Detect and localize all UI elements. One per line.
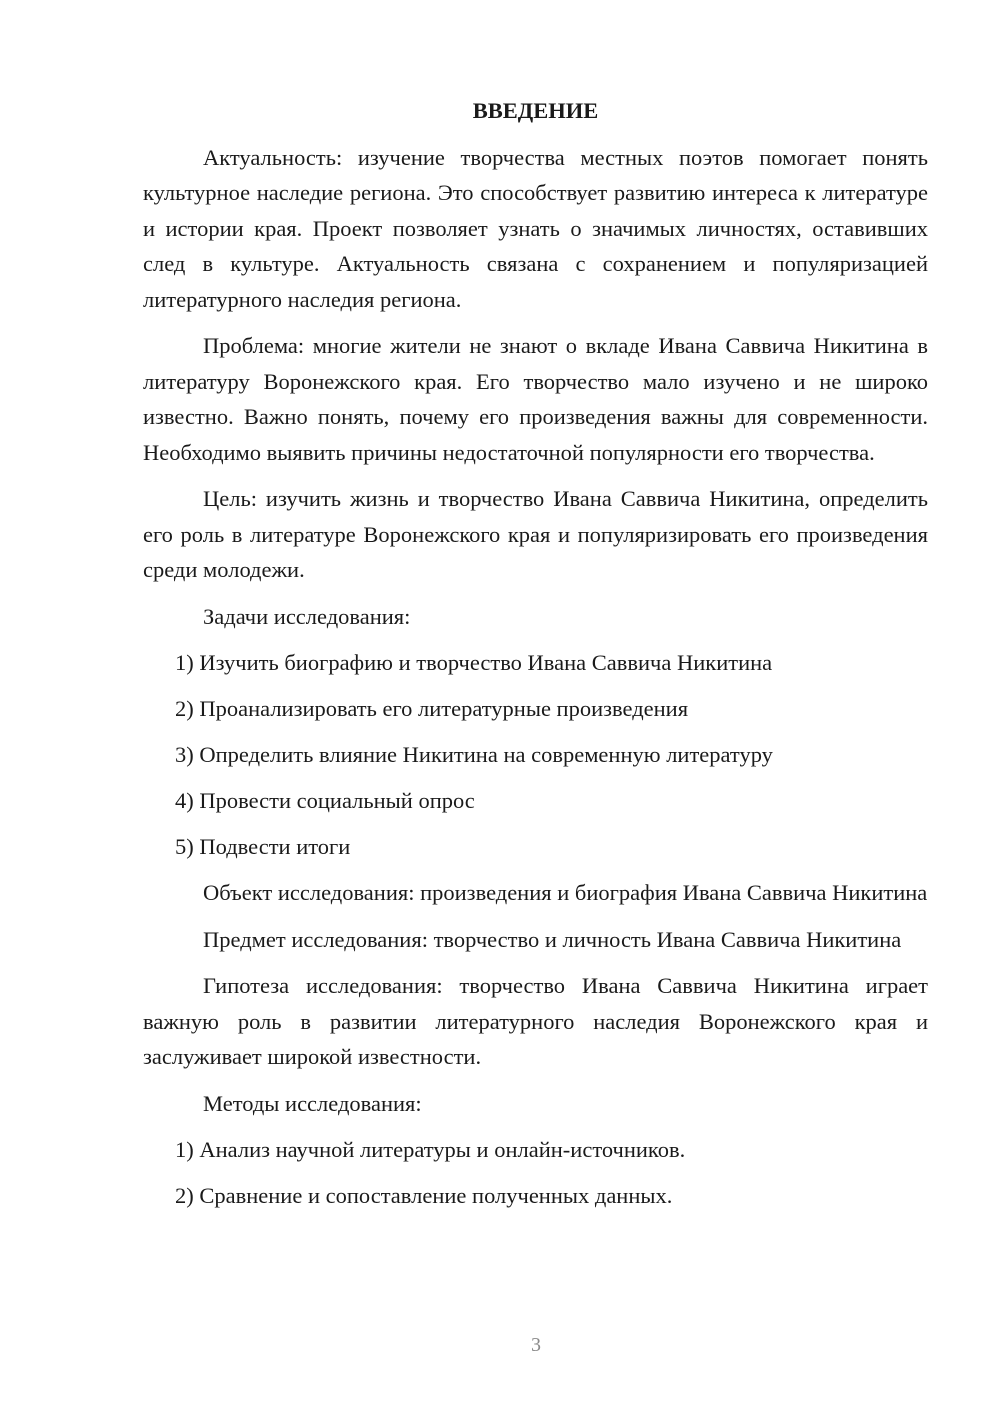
page-number: 3 <box>531 1334 541 1356</box>
subject-paragraph: Предмет исследования: творчество и личность Ивана Саввича Никитина <box>203 926 902 952</box>
task-item: 3) Определить влияние Никитина на современную литературу <box>175 742 773 767</box>
problem-paragraph: Проблема: многие жители не знают о вкладе Ивана Саввича Никитина в литературу Воронежского края. Его творчество мало изучено и не широко известно. Важно понять, почему его произведения важны для современности. Необходимо выявить причины недостаточной популярности его творчества. <box>143 333 928 465</box>
section-title: ВВЕДЕНИЕ <box>472 98 599 123</box>
method-item: 1) Анализ научной литературы и онлайн-источников. <box>175 1137 686 1162</box>
goal-paragraph: Цель: изучить жизнь и творчество Ивана Саввича Никитина, определить его роль в литературе Воронежского края и популяризировать его произведения среди молодежи. <box>143 486 928 582</box>
object-paragraph: Объект исследования: произведения и биография Ивана Саввича Никитина <box>203 880 928 905</box>
task-item: 4) Провести социальный опрос <box>175 788 475 813</box>
methods-heading: Методы исследования: <box>203 1090 422 1116</box>
tasks-heading: Задачи исследования: <box>203 603 411 629</box>
method-item: 2) Сравнение и сопоставление полученных данных. <box>175 1183 673 1208</box>
task-item: 2) Проанализировать его литературные произведения <box>175 696 689 721</box>
task-item: 1) Изучить биографию и творчество Ивана Саввича Никитина <box>175 650 773 675</box>
relevance-paragraph: Актуальность: изучение творчества местных поэтов помогает понять культурное наследие региона. Это способствует развитию интереса к литературе и истории края. Проект позволяет узнать о значимых личностях, оставивших след в культуре. Актуальность связана с сохранением и популяризацией литературного наследия региона. <box>143 144 928 312</box>
hypothesis-paragraph: Гипотеза исследования: творчество Ивана Саввича Никитина играет важную роль в развитии литературного наследия Воронежского края и заслуживает широкой известности. <box>143 973 928 1069</box>
page-content <box>143 93 928 1224</box>
task-item: 5) Подвести итоги <box>175 834 351 859</box>
